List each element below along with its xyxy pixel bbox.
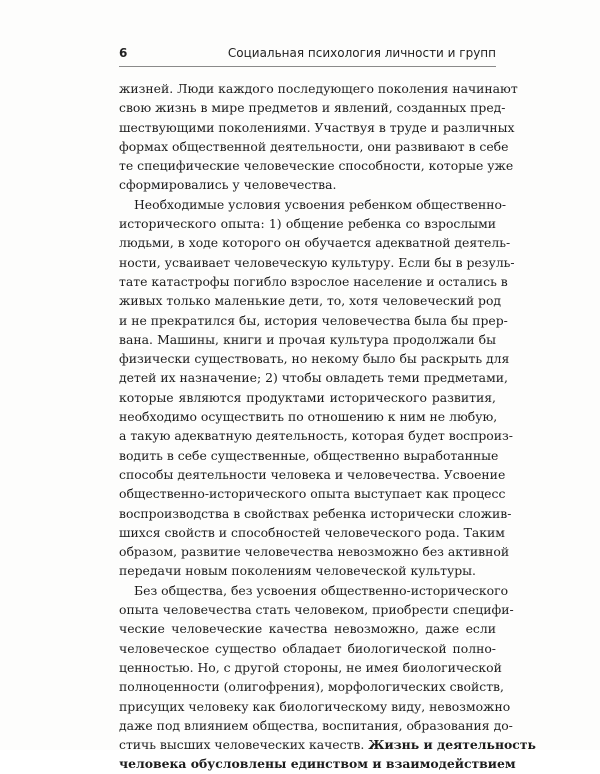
line-text: тате катастрофы погибло взрослое население и остались в (119, 273, 508, 289)
line-text: передачи новым поколениям человеческой культуры. (119, 563, 476, 579)
text-line (119, 368, 508, 387)
text-line (119, 716, 513, 735)
line-text: исторического опыта: 1) общение ребенка со взрослыми (119, 216, 496, 232)
text-line (119, 504, 512, 523)
line-text: водить в себе существенные, общественно выработанные (119, 447, 499, 463)
text-line (119, 639, 496, 658)
line-text: жизней. Люди каждого последующего поколения начинают (119, 81, 518, 96)
text-line (119, 542, 510, 561)
text-line (119, 465, 506, 484)
line-text: физически существовать, но некому было бы раскрыть для (119, 351, 510, 367)
text-line (119, 677, 504, 696)
text-line (119, 754, 516, 773)
text-line (119, 484, 506, 503)
line-text: Необходимые условия усвоения ребенком общественно- (134, 196, 507, 212)
text-line (119, 561, 496, 580)
bold-phrase: Жизнь и деятельность (368, 737, 536, 753)
text-line (119, 291, 502, 310)
text-line (119, 214, 496, 233)
text-line (119, 697, 511, 716)
page-number: 6 (119, 46, 128, 60)
line-text: которые являются продуктами исторического развития, (119, 389, 496, 405)
line-text: опыта человечества стать человеком, приобрести специфи- (119, 602, 514, 618)
line-text: детей их назначение; 2) чтобы овладеть теми предметами, (119, 370, 508, 386)
line-text: шествующими поколениями. Участвуя в труде и различных (119, 119, 515, 135)
line-text: формах общественной деятельности, они развивают в себе (119, 138, 509, 154)
line-text: а такую адекватную деятельность, которая будет воспроиз- (119, 428, 513, 444)
line-text: те специфические человеческие способности, которые уже (119, 158, 514, 174)
text-line (119, 735, 536, 754)
line-text: присущих человеку как биологическому виду, невозможно (119, 698, 511, 714)
text-line (119, 446, 499, 465)
line-text: даже под влиянием общества, воспитания, образования до- (119, 717, 513, 733)
text-line (119, 79, 518, 98)
text-line (119, 233, 511, 252)
text-line (119, 137, 509, 156)
body-text (119, 79, 536, 774)
line-text: образом, развитие человечества невозможно без активной (119, 544, 510, 560)
line-text: воспроизводства в свойствах ребенка исторически сложив- (119, 505, 512, 521)
line-text: полноценности (олигофрения), морфологических свойств, (119, 679, 504, 695)
line-text: людьми, в ходе которого он обучается адекватной деятель- (119, 235, 511, 251)
text-line (119, 407, 496, 426)
line-text: Без общества, без усвоения общественно-исторического (134, 582, 509, 598)
text-line (119, 272, 508, 291)
text-line (119, 98, 506, 117)
line-text: ценностью. Но, с другой стороны, не имея биологической (119, 659, 502, 675)
line-text: вана. Машины, книги и прочая культура продолжали бы (119, 331, 496, 347)
text-line (119, 175, 496, 194)
text-line (119, 619, 496, 638)
text-line (119, 581, 509, 600)
line-text: живых только маленькие дети, то, хотя человеческий род (119, 293, 502, 309)
bold-phrase: человека обусловлены единством и взаимодействием (119, 756, 516, 772)
text-line (119, 658, 502, 677)
line-text: ческие человеческие качества невозможно, даже если (119, 621, 496, 637)
text-line (119, 600, 514, 619)
header-divider (119, 66, 496, 67)
text-line (119, 253, 515, 272)
line-text: и не прекратился бы, история человечества была бы прер- (119, 312, 508, 328)
line-text: необходимо осуществить по отношению к ним не любую, (119, 409, 498, 425)
line-text: свою жизнь в мире предметов и явлений, созданных пред- (119, 100, 506, 116)
text-line (119, 426, 513, 445)
line-text: общественно-исторического опыта выступает как процесс (119, 486, 506, 502)
line-text: ности, усваивает человеческую культуру. Если бы в резуль- (119, 254, 515, 270)
line-text: сформировались у человечества. (119, 177, 337, 193)
text-line (119, 195, 507, 214)
text-line (119, 349, 510, 368)
line-text: человеческое существо обладает биологической полно- (119, 640, 496, 656)
text-line (119, 388, 496, 407)
text-line (119, 311, 508, 330)
page-header (119, 44, 496, 66)
text-line (119, 156, 514, 175)
line-text: шихся свойств и способностей человеческого рода. Таким (119, 524, 505, 540)
running-title: Социальная психология личности и групп (227, 46, 496, 60)
text-line (119, 118, 515, 137)
line-text: стичь высших человеческих качеств. (119, 737, 365, 753)
text-line (119, 330, 496, 349)
line-text: способы деятельности человека и человечества. Усвоение (119, 466, 506, 482)
text-line (119, 523, 505, 542)
